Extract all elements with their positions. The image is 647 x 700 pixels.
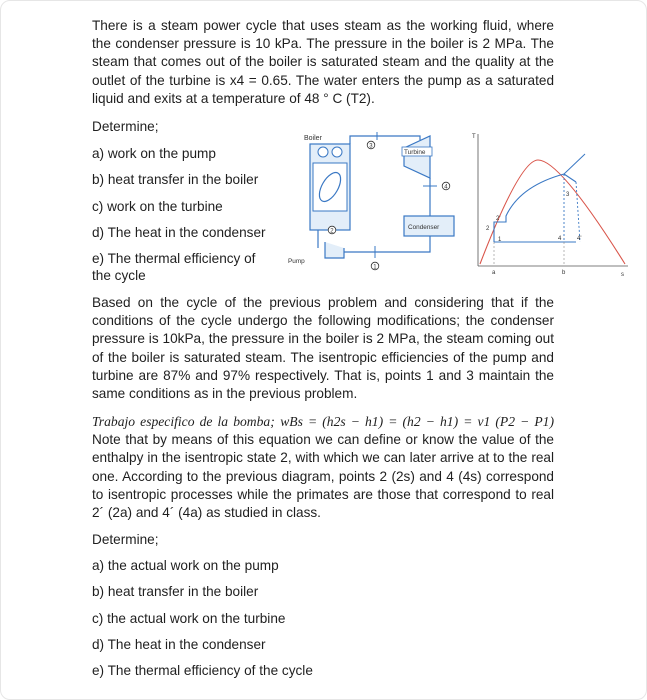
pump-body — [325, 242, 344, 258]
first-task-c: c) work on the turbine — [92, 199, 223, 214]
ts-point-2: 2 — [486, 226, 490, 232]
boiler-heat-port — [318, 147, 328, 157]
second-task-a: a) the actual work on the pump — [92, 558, 279, 573]
second-task-d: d) The heat in the condenser — [92, 637, 266, 652]
work-formula: wBs = (h2s − h1) = (h2 − h1) = v1 (P2 − P1) — [280, 414, 554, 429]
first-task-e: e) The thermal efficiency of — [92, 251, 256, 266]
pipe-boiler-to-turbine — [350, 136, 420, 144]
ts-s-axis-label: s — [621, 272, 624, 278]
formula-and-note — [92, 413, 554, 522]
boiler-heat-input — [332, 147, 342, 157]
determine-label-first: Determine; — [92, 119, 159, 134]
modification-paragraph: Based on the cycle of the previous problem and considering that if the conditions of the cycle undergo the following modifications; the condenser pressure is 10kPa, the pressure in the boiler is 2 MPa, the steam coming out of the boiler is saturated steam. The isentropic efficiencies of the pump and turbine are 87% and 97% respectively. That is, points 1 and 3 maintain the same conditions as in the previous problem. — [92, 295, 554, 402]
ts-point-b: b — [562, 270, 566, 276]
cycle-schematic — [288, 132, 454, 271]
state-4-label: 4 — [444, 184, 448, 191]
state-2-label: 2 — [330, 228, 334, 235]
rankine-cycle-figure — [280, 130, 630, 282]
first-task-e-continued: the cycle — [92, 268, 146, 283]
ts-point-3: 3 — [566, 192, 570, 198]
pipe-condenser-to-pump — [340, 236, 430, 252]
ts-point-1: 1 — [498, 237, 502, 243]
note-paragraph: Note that by means of this equation we can define or know the value of the enthalpy in the isentropic state 2, with which we can later arrive at to the real one. According to the previous diagram, points 2 (2s) and 4 (4s) correspond to isentropic processes while the primates are those that correspond to real 2´ (2a) and 4´ (4a) as studied in class. — [92, 432, 554, 521]
ts-point-a: a — [492, 270, 496, 276]
ts-point-4prime: 4' — [577, 236, 582, 242]
first-task-b: b) heat transfer in the boiler — [92, 172, 259, 187]
work-formula-label: Trabajo especifico de la bomba; — [92, 414, 275, 429]
condenser-label: Condenser — [408, 224, 440, 231]
boiler-tube — [313, 163, 347, 211]
ts-point-4: 4 — [558, 236, 562, 242]
saturation-dome — [480, 160, 625, 264]
turbine-body — [404, 136, 430, 178]
first-task-a: a) work on the pump — [92, 146, 216, 161]
pump-label: Pump — [288, 258, 305, 265]
second-task-b: b) heat transfer in the boiler — [92, 584, 259, 599]
ts-superheat-line — [564, 154, 585, 174]
state-3-label: 3 — [369, 143, 373, 150]
ts-diagram — [472, 134, 628, 278]
ts-point-2prime: 2' — [496, 216, 501, 222]
second-task-e: e) The thermal efficiency of the cycle — [92, 663, 313, 678]
ts-expansion-lines — [564, 174, 580, 242]
boiler-label: Boiler — [304, 135, 322, 142]
turbine-label: Turbine — [404, 149, 426, 156]
problem-intro: There is a steam power cycle that uses steam as the working fluid, where the condenser pressure is 10 kPa. The pressure in the boiler is 2 MPa. The steam that comes out of the boiler is saturated steam and the quality at the outlet of the turbine is x4 = 0.65. The water enters the pump as a saturated liquid and exits at a temperature of 48 ° C (T2). — [92, 18, 554, 106]
determine-label-second: Determine; — [92, 532, 159, 547]
state-1-label: 1 — [373, 264, 377, 271]
first-task-d: d) The heat in the condenser — [92, 225, 266, 240]
ts-t-axis-label: T — [472, 134, 476, 140]
second-task-c: c) the actual work on the turbine — [92, 611, 286, 626]
